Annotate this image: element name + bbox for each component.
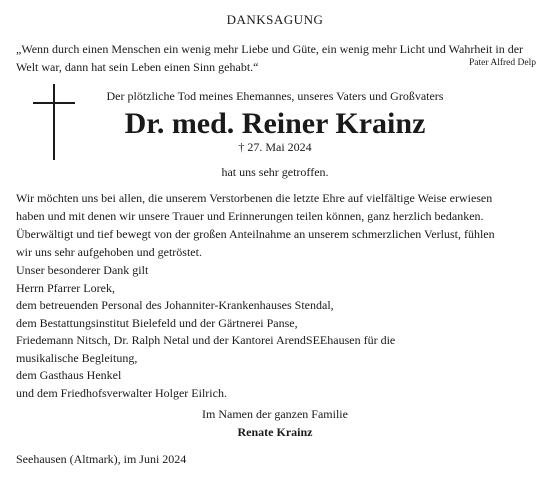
special-thanks-list [16,262,536,402]
quote-author: Pater Alfred Delp [468,58,536,68]
affected-line: hat uns sehr getroffen. [221,165,329,179]
notice-heading: DANKSAGUNG [226,12,324,27]
thanks-line: dem Gasthaus Henkel [16,368,122,382]
thanks-line: Unser besonderer Dank gilt [16,263,149,277]
signer-name: Renate Krainz [237,425,313,439]
quote-text: „Wenn durch einen Menschen ein wenig mehr Liebe und Güte, ein wenig mehr Licht und Wahrheit in der Welt war, dann hat sein Leben einen Sinn gehabt.“ [16,42,524,74]
thanks-line: Friedemann Nitsch, Dr. Ralph Netal und der Kantorei ArendSEEhausen für die [16,333,396,347]
thanks-line: dem betreuenden Personal des Johanniter-Krankenhauses Stendal, [16,298,334,312]
death-date: † 27. Mai 2024 [238,140,312,154]
closing-block [0,405,550,441]
paragraph-line: Wir möchten uns bei allen, die unserem Verstorbenen die letzte Ehre auf vielfältige Weise erwiesen [16,191,493,205]
intro-line: Der plötzliche Tod meines Ehemannes, unseres Vaters und Großvaters [106,89,444,103]
closing-line: Im Namen der ganzen Familie [202,407,348,421]
paragraph-line: Überwältigt und tief bewegt von der großen Anteilnahme an unserem schmerzlichen Verlust, fühlen [16,227,495,241]
paragraph-line: haben und mit denen wir unsere Trauer und Erinnerungen teilen können, ganz herzlich bedanken. [16,209,484,223]
thanks-paragraph [16,189,536,261]
paragraph-line: wir uns sehr aufgehoben und getröstet. [16,245,202,259]
place-date: Seehausen (Altmark), im Juni 2024 [16,452,187,466]
deceased-name: Dr. med. Reiner Krainz [124,107,426,140]
thanks-line: dem Bestattungsinstitut Bielefeld und der Gärtnerei Panse, [16,315,298,330]
thanks-line: Herrn Pfarrer Lorek, [16,280,115,295]
thanks-line: und dem Friedhofsverwalter Holger Eilrich. [16,385,227,400]
thanks-line: musikalische Begleitung, [16,350,138,365]
